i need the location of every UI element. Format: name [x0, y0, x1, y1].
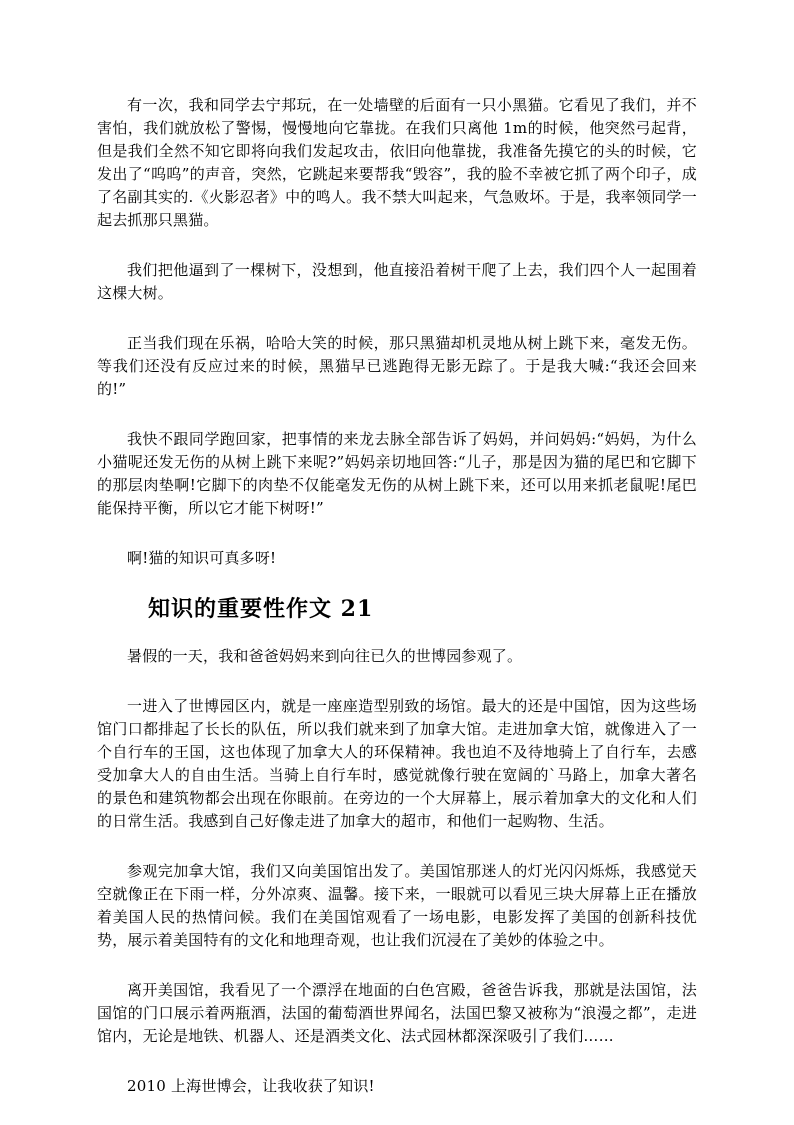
paragraph: 2010 上海世博会，让我收获了知识! — [127, 1077, 375, 1095]
paragraph: 正当我们现在乐祸，哈哈大笑的时候，那只黑猫却机灵地从树上跳下来，毫发无伤。等我们还没有反应过来的时候，黑猫早已逃跑得无影无踪了。于是我大喊:“我还会回来的!” — [97, 334, 697, 398]
paragraph: 参观完加拿大馆，我们又向美国馆出发了。美国馆那迷人的灯光闪闪烁烁，我感觉天空就像正在下雨一样，分外凉爽、温馨。接下来，一眼就可以看见三块大屏幕上正在播放着美国人民的热情问候。我们在美国馆观看了一场电影，电影发挥了美国的创新科技优势，展示着美国特有的文化和地理奇观，也让我们沉浸在了美妙的体验之中。 — [97, 862, 697, 949]
paragraph: 有一次，我和同学去宁邦玩，在一处墙壁的后面有一只小黑猫。它看见了我们，并不害怕，我们就放松了警惕，慢慢地向它靠拢。在我们只离他 1m的时候，他突然弓起背，但是我们全然不知它即将向我们发起攻击，依旧向他靠拢，我准备先摸它的头的时候，它发出了“呜呜”的声音，突然，它跳起来要帮我“毁容”，我的脸不幸被它抓了两个印子，成了名副其实的.《火影忍者》中的鸣人。我不禁大叫起来，气急败坏。于是，我率领同学一起去抓那只黑猫。 — [97, 96, 697, 229]
document-page — [97, 94, 697, 1125]
paragraph: 暑假的一天，我和爸爸妈妈来到向往已久的世博园参观了。 — [127, 647, 523, 665]
paragraph: 离开美国馆，我看见了一个漂浮在地面的白色宫殿，爸爸告诉我，那就是法国馆，法国馆的门口展示着两瓶酒，法国的葡萄酒世界闻名，法国巴黎又被称为“浪漫之都”，走进馆内，无论是地铁、机器人、还是酒类文化、法式园林都深深吸引了我们…… — [97, 981, 697, 1045]
paragraph: 啊!猫的知识可真多呀! — [127, 549, 277, 567]
paragraph: 我们把他逼到了一棵树下，没想到，他直接沿着树干爬了上去，我们四个人一起围着这棵大树。 — [97, 261, 697, 302]
paragraph: 我快不跟同学跑回家，把事情的来龙去脉全部告诉了妈妈，并问妈妈:“妈妈，为什么小猫呢还发无伤的从树上跳下来呢?”妈妈亲切地回答:“儿子，那是因为猫的尾巴和它脚下的那层肉垫啊!它脚下的肉垫不仅能毫发无伤的从树上跳下来，还可以用来抓老鼠呢!尾巴能保持平衡，所以它才能下树呀!” — [97, 430, 697, 517]
paragraph: 一进入了世博园区内，就是一座座造型别致的场馆。最大的还是中国馆，因为这些场馆门口都排起了长长的队伍，所以我们就来到了加拿大馆。走进加拿大馆，就像进入了一个自行车的王国，这也体现了加拿大人的环保精神。我也迫不及待地骑上了自行车，去感受加拿大人的自由生活。当骑上自行车时，感觉就像行驶在宽阔的`马路上，加拿大著名的景色和建筑物都会出现在你眼前。在旁边的一个大屏幕上，展示着加拿大的文化和人们的日常生活。我感到自己好像走进了加拿大的超市，和他们一起购物、生活。 — [97, 697, 697, 830]
section-heading: 知识的重要性作文 21 — [148, 596, 374, 622]
